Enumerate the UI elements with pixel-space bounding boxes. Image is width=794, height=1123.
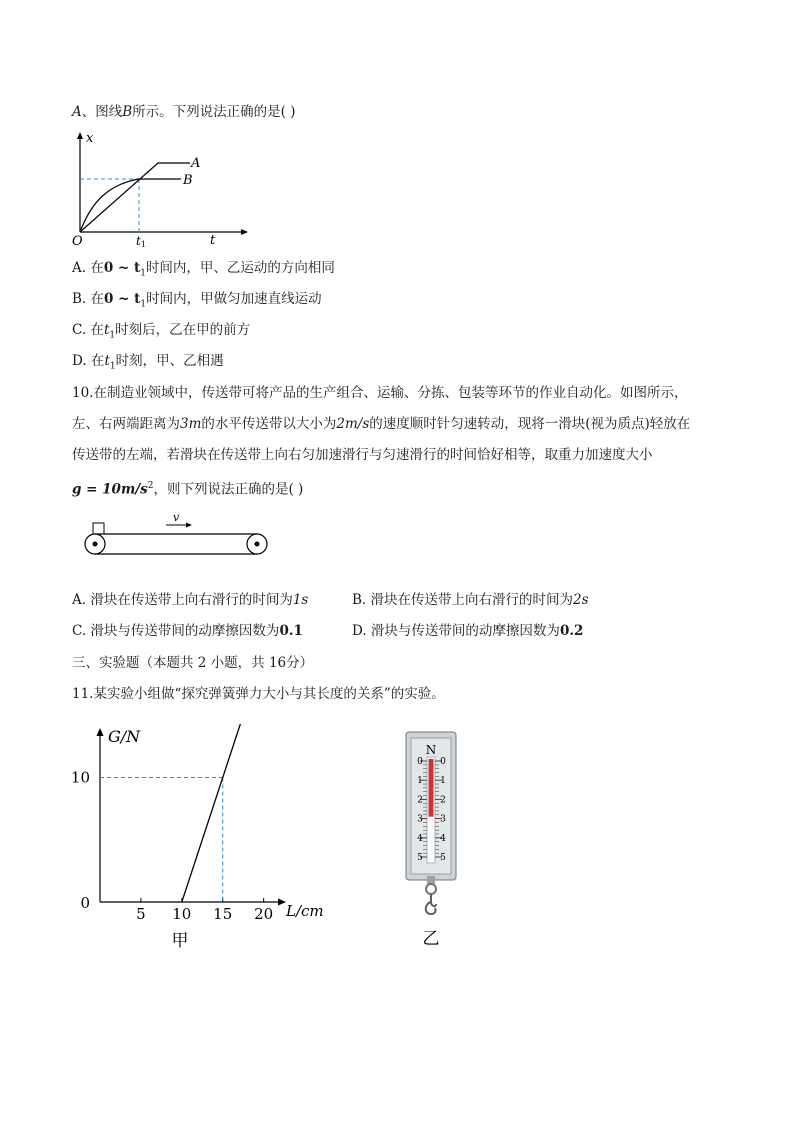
opt-text: D. 滑块与传送带间的动摩擦因数为 [352, 623, 560, 639]
opt-prefix: B. 在 [72, 291, 105, 307]
q10-option-a [72, 591, 308, 609]
chart-caption: 甲 [171, 931, 189, 951]
scale-left-2: 2 [417, 795, 423, 806]
scale-left-0: 0 [417, 757, 423, 767]
velocity-label: v [173, 511, 180, 524]
q10-gravity: g = 10m/s [72, 481, 148, 498]
q9-option-d [72, 352, 224, 376]
opt-prefix: C. 在 [72, 322, 104, 338]
xt-t1-sub: 1 [140, 240, 146, 249]
scale-left-3: 3 [417, 814, 423, 825]
opt-text: C. 滑块与传送带间的动摩擦因数为 [72, 623, 280, 639]
xt-label-b: B [183, 173, 193, 188]
opt-prefix: A. 在 [72, 260, 104, 276]
scale-right-0: 0 [440, 757, 446, 767]
scale-left-5: 5 [417, 853, 423, 863]
left-axle [93, 542, 98, 547]
q9-option-c [72, 321, 250, 345]
q10-l2a: 左、右两端距离为 [72, 416, 180, 432]
q10-l2c: 的速度顺时针匀速转动，现将一滑块(视为质点)轻放在 [369, 416, 691, 432]
opt-math: 0.2 [559, 623, 584, 639]
q10-line-3: 传送带的左端，若滑块在传送带上向右匀加速滑行与匀速滑行的时间恰好相等，取重力加速度大小 [72, 447, 653, 463]
scale-unit: N [425, 743, 437, 757]
xt-graph [66, 128, 256, 252]
q10-l4-text: ，则下列说法正确的是( ) [153, 481, 304, 498]
y-tick-label-1: 10 [70, 768, 90, 787]
y-tick-label-0: 0 [80, 894, 90, 912]
intro-b: B [122, 104, 133, 120]
opt-math: t [103, 322, 110, 338]
q11-stem: 11.某实验小组做“探究弹簧弹力大小与其长度的关系”的实验。 [72, 686, 445, 702]
q10-line-1: 10.在制造业领域中，传送带可将产品的生产组合、运输、分拣、包装等环节的作业自动化。如图所示， [72, 385, 688, 401]
scale-ring [426, 884, 436, 894]
intro-line [72, 103, 296, 121]
xt-x-arrow [241, 229, 248, 235]
scale-neck [427, 876, 435, 884]
chart-x-arrow [278, 899, 286, 906]
x-tick-label-1: 10 [172, 905, 192, 923]
q10-dist: 3m [180, 416, 202, 432]
intro-text: 、图线 [81, 104, 123, 120]
scale-right-1: 1 [440, 776, 446, 787]
q10-line-4 [72, 477, 303, 499]
q10-option-b [352, 591, 589, 609]
q10-l2b: 的水平传送带以大小为 [201, 416, 337, 432]
spring-scale [400, 726, 464, 952]
opt-text: A. 滑块在传送带上向右滑行的时间为 [72, 592, 293, 608]
scale-indicator [429, 759, 434, 817]
series-line [182, 724, 252, 902]
chart-ylabel: G/N [108, 727, 141, 746]
xt-y-arrow [77, 132, 83, 139]
section-heading: 三、实验题（本题共 2 小题，共 16分） [72, 655, 314, 671]
xt-label-x: x [86, 131, 94, 146]
opt-suffix: 时间内，甲做匀加速直线运动 [146, 291, 322, 307]
scale-left-4: 4 [417, 833, 423, 844]
scale-left-1: 1 [417, 776, 423, 787]
opt-math: t [104, 353, 110, 369]
xt-line-a [80, 163, 190, 232]
intro-lead: A [72, 104, 82, 120]
opt-suffix: 时刻后，乙在甲的前方 [115, 322, 251, 338]
opt-suffix: 时间内，甲、乙运动的方向相同 [145, 260, 335, 276]
opt-sub: 1 [140, 268, 146, 279]
q10-gravity-exp: 2 [147, 481, 154, 491]
opt-sub: 1 [109, 330, 116, 341]
x-tick-label-2: 15 [213, 905, 233, 923]
q10-option-c [72, 622, 303, 640]
q10-option-d [352, 622, 583, 640]
q9-option-b [72, 290, 322, 314]
xt-t1 [136, 234, 146, 249]
xt-label-a: A [191, 156, 201, 171]
opt-suffix: 时刻，甲、乙相遇 [115, 353, 224, 369]
xt-t1-main: t [136, 234, 141, 248]
q10-line-2 [72, 415, 690, 433]
opt-math: 2s [573, 592, 589, 608]
x-tick-label-0: 5 [136, 905, 146, 923]
right-axle [255, 542, 260, 547]
opt-math: 0 ~ t [103, 260, 141, 276]
x-tick-label-3: 20 [254, 905, 274, 923]
opt-text: B. 滑块在传送带上向右滑行的时间为 [352, 592, 574, 608]
xt-origin: O [72, 234, 83, 249]
opt-prefix: D. 在 [72, 353, 105, 369]
opt-sub: 1 [109, 361, 116, 372]
chart-dynamic-marks [71, 724, 273, 923]
scale-hook-icon [431, 894, 436, 906]
scale-caption: 乙 [422, 929, 440, 949]
opt-sub: 1 [140, 299, 147, 310]
intro-rest: 所示。下列说法正确的是( ) [132, 104, 296, 120]
chart-y-arrow [97, 728, 104, 736]
opt-math: 0.1 [279, 623, 303, 639]
opt-math: 0 ~ t [104, 291, 141, 307]
opt-math: 1s [292, 592, 309, 608]
scale-right-2: 2 [440, 795, 446, 806]
force-length-chart [60, 724, 340, 954]
chart-xlabel: L/cm [286, 902, 324, 920]
scale-right-4: 4 [440, 833, 446, 844]
xt-label-t: t [210, 233, 216, 248]
slider-block [93, 523, 104, 534]
velocity-arrow-head [186, 523, 192, 528]
scale-right-3: 3 [440, 814, 446, 825]
q10-speed: 2m/s [336, 416, 370, 432]
conveyor-belt [80, 510, 272, 560]
q9-option-a [72, 259, 335, 283]
scale-right-5: 5 [440, 853, 446, 863]
